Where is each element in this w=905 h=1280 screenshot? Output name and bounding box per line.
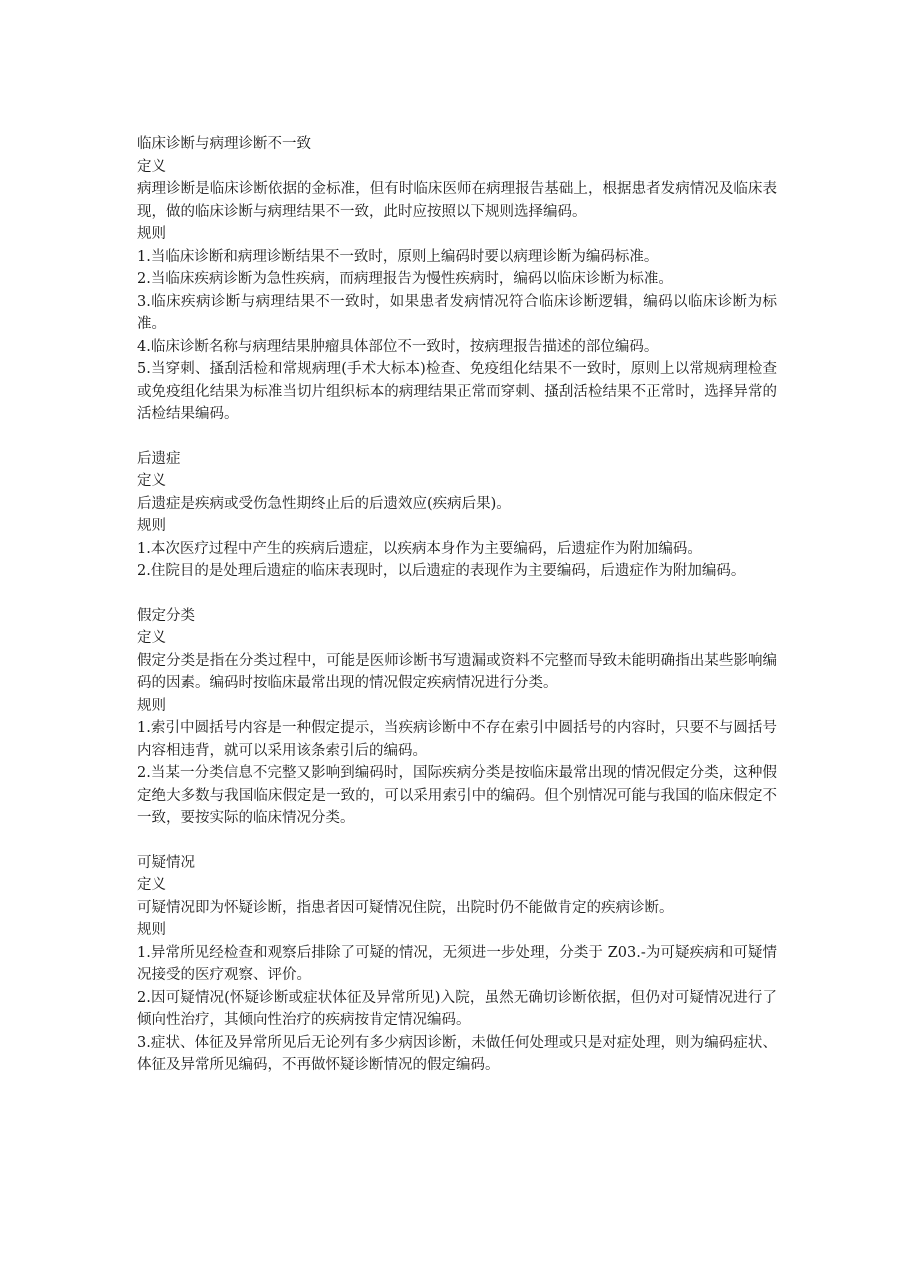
rules-label: 规则 <box>137 518 166 534</box>
rule-item: 2.因可疑情况(怀疑诊断或症状体征及异常所见)入院，虽然无确切诊断依据，但仍对可疑情况进行了倾向性治疗，其倾向性治疗的疾病按肯定情况编码。 <box>137 989 777 1028</box>
definition-label: 定义 <box>137 877 166 893</box>
section-presumptive-classification <box>137 605 777 830</box>
section-suspected-conditions <box>137 852 777 1077</box>
section-title: 假定分类 <box>137 607 195 624</box>
rule-item: 2.当某一分类信息不完整又影响到编码时，国际疾病分类是按临床最常出现的情况假定分类，这种假定绝大多数与我国临床假定是一致的，可以采用索引中的编码。但个别情况可能与我国的临床假定不一致，要按实际的临床情况分类。 <box>137 765 777 826</box>
rule-item: 3.临床疾病诊断与病理结果不一致时，如果患者发病情况符合临床诊断逻辑，编码以临床诊断为标准。 <box>137 293 777 332</box>
section-clinical-vs-pathology <box>137 133 777 426</box>
definition-label: 定义 <box>137 158 166 175</box>
rule-item: 1.本次医疗过程中产生的疾病后遗症，以疾病本身作为主要编码，后遗症作为附加编码。 <box>137 540 702 557</box>
rule-item: 1.索引中圆括号内容是一种假定提示，当疾病诊断中不存在索引中圆括号的内容时，只要不与圆括号内容相违背，就可以采用该条索引后的编码。 <box>137 720 777 759</box>
rule-item: 5.当穿刺、搔刮活检和常规病理(手术大标本)检查、免疫组化结果不一致时，原则上以常规病理检查或免疫组化结果为标准当切片组织标本的病理结果正常而穿刺、搔刮活检结果不正常时，选择异常的活检结果编码。 <box>137 361 777 422</box>
rule-item: 2.住院目的是处理后遗症的临床表现时，以后遗症的表现作为主要编码，后遗症作为附加编码。 <box>137 563 746 579</box>
rule-item: 1.异常所见经检查和观察后排除了可疑的情况，无须进一步处理，分类于 Z03.-为可疑疾病和可疑情况接受的医疗观察、评价。 <box>137 944 777 983</box>
definition-text: 后遗症是疾病或受伤急性期终止后的后遗效应(疾病后果)。 <box>137 495 511 512</box>
rule-item: 4.临床诊断名称与病理结果肿瘤具体部位不一致时，按病理报告描述的部位编码。 <box>137 338 659 355</box>
definition-text: 可疑情况即为怀疑诊断，指患者因可疑情况住院，出院时仍不能做肯定的疾病诊断。 <box>137 899 674 916</box>
rule-item: 3.症状、体征及异常所见后无论列有多少病因诊断，未做任何处理或只是对症处理，则为编码症状、体征及异常所见编码，不再做怀疑诊断情况的假定编码。 <box>137 1034 777 1073</box>
rule-item: 1.当临床诊断和病理诊断结果不一致时，原则上编码时要以病理诊断为编码标准。 <box>137 248 659 265</box>
definition-text: 假定分类是指在分类过程中，可能是医师诊断书写遗漏或资料不完整而导致未能明确指出某些影响编码的因素。编码时按临床最常出现的情况假定疾病情况进行分类。 <box>137 652 777 691</box>
definition-label: 定义 <box>137 630 166 646</box>
definition-text: 病理诊断是临床诊断依据的金标准，但有时临床医师在病理报告基础上，根据患者发病情况及临床表现，做的临床诊断与病理结果不一致，此时应按照以下规则选择编码。 <box>137 181 777 220</box>
section-title: 可疑情况 <box>137 854 195 871</box>
rules-label: 规则 <box>137 922 166 938</box>
rules-label: 规则 <box>137 226 166 242</box>
definition-label: 定义 <box>137 473 166 489</box>
section-title: 后遗症 <box>137 450 181 467</box>
document-body <box>137 133 777 1077</box>
rules-label: 规则 <box>137 697 166 714</box>
rule-item: 2.当临床疾病诊断为急性疾病，而病理报告为慢性疾病时，编码以临床诊断为标准。 <box>137 271 673 287</box>
section-title: 临床诊断与病理诊断不一致 <box>137 136 311 152</box>
section-sequelae <box>137 448 777 583</box>
